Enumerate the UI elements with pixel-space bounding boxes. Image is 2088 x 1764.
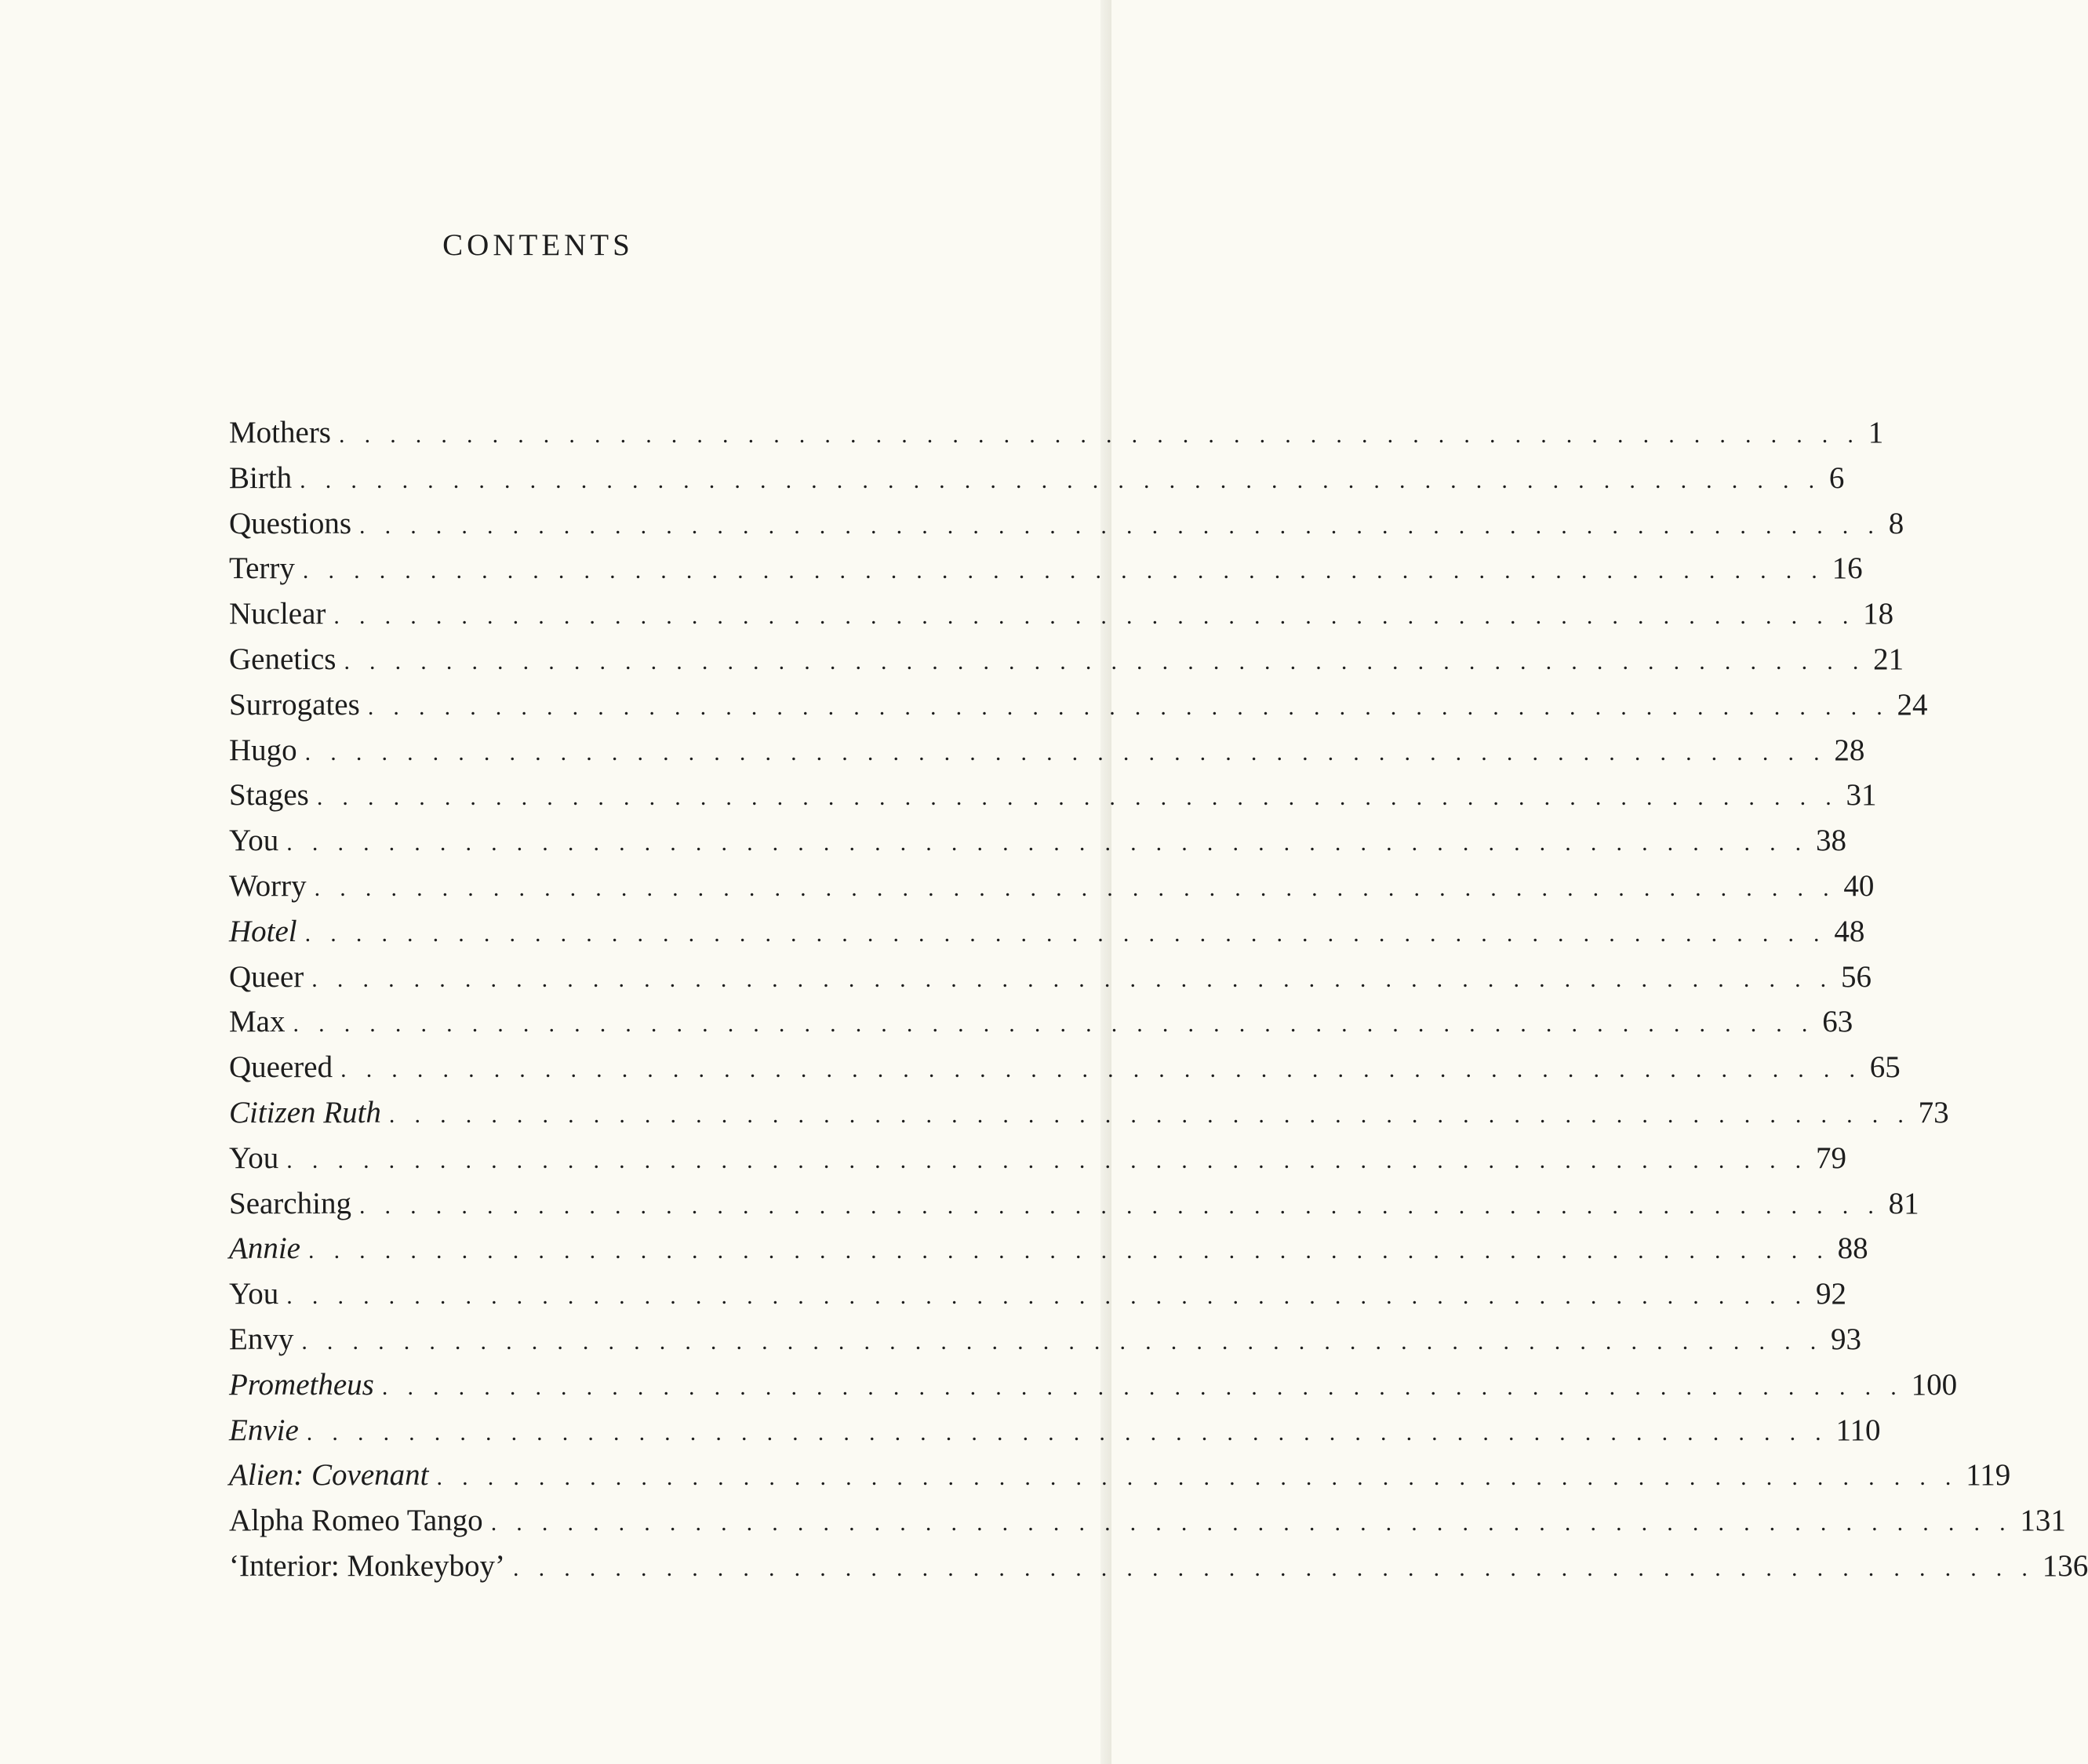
dot-leader: . . . . . . . . . . . . . . . . . . . . . . . . . . . . . . . . . . . . . . . . . . . . . . . . . . . . . . . . . . . .: [388, 1101, 1911, 1128]
toc-entry-page-number: 6: [1828, 460, 1845, 495]
toc-entry-page-number: 81: [1888, 1186, 1919, 1220]
toc-entry: [229, 728, 1865, 773]
toc-entry: [229, 1544, 2088, 1589]
toc-entry-page-number: 136: [2042, 1548, 2088, 1583]
toc-entry: [229, 909, 1865, 955]
dot-leader: . . . . . . . . . . . . . . . . . . . . . . . . . . . . . . . . . . . . . . . . . . . . . . . . . . . . . . . . . . . .: [311, 966, 1833, 992]
dot-leader: . . . . . . . . . . . . . . . . . . . . . . . . . . . . . . . . . . . . . . . . . . . . . . . . . . . . . . . . . . . .: [306, 1419, 1828, 1446]
toc-entry-page-number: 16: [1832, 551, 1863, 586]
toc-entry-title: Citizen Ruth: [229, 1095, 381, 1129]
dot-leader: . . . . . . . . . . . . . . . . . . . . . . . . . . . . . . . . . . . . . . . . . . . . . . . . . . . . . . . . . . . .: [316, 784, 1839, 811]
toc-entry: [229, 773, 1877, 818]
dot-leader: . . . . . . . . . . . . . . . . . . . . . . . . . . . . . . . . . . . . . . . . . . . . . . . . . . . . . . . . . . . .: [359, 512, 1881, 539]
toc-entry: [229, 1136, 1846, 1181]
toc-entry-title: Mothers: [229, 416, 331, 449]
toc-entry-page-number: 65: [1869, 1050, 1901, 1085]
dot-leader: . . . . . . . . . . . . . . . . . . . . . . . . . . . . . . . . . . . . . . . . . . . . . . . . . . . . . . . . . . . .: [286, 1147, 1808, 1173]
toc-entry-page-number: 38: [1815, 824, 1846, 858]
toc-entry-page-number: 88: [1837, 1231, 1868, 1266]
toc-entry: [229, 1317, 1862, 1362]
toc-entry-title: Nuclear: [229, 597, 326, 631]
dot-leader: . . . . . . . . . . . . . . . . . . . . . . . . . . . . . . . . . . . . . . . . . . . . . . . . . . . . . . . . . . . .: [286, 1283, 1808, 1310]
toc-entry-title: Genetics: [229, 642, 336, 676]
dot-leader: . . . . . . . . . . . . . . . . . . . . . . . . . . . . . . . . . . . . . . . . . . . . . . . . . . . . . . . . . . . .: [304, 920, 1827, 947]
toc-entry-page-number: 28: [1834, 733, 1865, 767]
toc-entry-title: Envy: [229, 1322, 294, 1356]
toc-entry-title: Searching: [229, 1186, 351, 1220]
toc-entry-title: You: [229, 1277, 279, 1311]
dot-leader: . . . . . . . . . . . . . . . . . . . . . . . . . . . . . . . . . . . . . . . . . . . . . . . . . . . . . . . . . . . .: [381, 1373, 1904, 1400]
toc-entry-page-number: 24: [1897, 687, 1928, 722]
toc-entry-page-number: 79: [1815, 1140, 1846, 1175]
dot-leader: . . . . . . . . . . . . . . . . . . . . . . . . . . . . . . . . . . . . . . . . . . . . . . . . . . . . . . . . . . . .: [333, 603, 1856, 630]
toc-entry-title: Queered: [229, 1050, 333, 1085]
toc-entry: [229, 1045, 1901, 1090]
dot-leader: . . . . . . . . . . . . . . . . . . . . . . . . . . . . . . . . . . . . . . . . . . . . . . . . . . . . . . . . . . . .: [302, 558, 1824, 584]
toc-entry-title: Birth: [229, 460, 293, 495]
toc-entry-title: Hotel: [229, 914, 297, 948]
toc-entry-page-number: 48: [1834, 914, 1865, 948]
toc-entry-title: Alpha Romeo Tango: [229, 1504, 483, 1538]
contents-heading: CONTENTS: [442, 228, 634, 262]
toc-entry-page-number: 100: [1911, 1367, 1958, 1402]
toc-entry-title: Stages: [229, 778, 309, 813]
dot-leader: . . . . . . . . . . . . . . . . . . . . . . . . . . . . . . . . . . . . . . . . . . . . . . . . . . . . . . . . . . . .: [513, 1555, 2035, 1581]
toc-entry: [229, 1181, 1919, 1227]
toc-entry: [229, 864, 1875, 909]
toc-entry: [229, 1362, 1958, 1408]
dot-leader: . . . . . . . . . . . . . . . . . . . . . . . . . . . . . . . . . . . . . . . . . . . . . . . . . . . . . . . . . . . .: [340, 1057, 1862, 1083]
toc-entry: [229, 501, 1904, 547]
toc-entry-title: Terry: [229, 551, 295, 586]
dot-leader: . . . . . . . . . . . . . . . . . . . . . . . . . . . . . . . . . . . . . . . . . . . . . . . . . . . . . . . . . . . .: [307, 1238, 1830, 1264]
toc-entry-page-number: 92: [1815, 1277, 1846, 1311]
toc-entry: [229, 456, 1845, 501]
toc-entry: [229, 410, 1884, 456]
toc-entry-page-number: 63: [1822, 1005, 1853, 1039]
toc-entry-title: Worry: [229, 868, 307, 903]
table-of-contents: [229, 410, 2088, 1589]
toc-entry-page-number: 21: [1873, 642, 1904, 676]
toc-entry: [229, 1226, 1868, 1271]
toc-entry: [229, 999, 1853, 1045]
toc-entry-title: Envie: [229, 1413, 299, 1447]
toc-entry-title: ‘Interior: Monkeyboy’: [229, 1548, 505, 1583]
toc-entry-page-number: 73: [1918, 1095, 1949, 1129]
toc-entry-title: Prometheus: [229, 1367, 374, 1402]
toc-entry: [229, 637, 1904, 682]
dot-leader: . . . . . . . . . . . . . . . . . . . . . . . . . . . . . . . . . . . . . . . . . . . . . . . . . . . . . . . . . . . .: [286, 830, 1808, 857]
dot-leader: . . . . . . . . . . . . . . . . . . . . . . . . . . . . . . . . . . . . . . . . . . . . . . . . . . . . . . . . . . . .: [304, 739, 1827, 766]
toc-entry-title: Alien: Covenant: [229, 1458, 429, 1493]
toc-entry: [229, 591, 1894, 637]
toc-entry-page-number: 1: [1868, 416, 1884, 449]
dot-leader: . . . . . . . . . . . . . . . . . . . . . . . . . . . . . . . . . . . . . . . . . . . . . . . . . . . . . . . . . . . .: [301, 1328, 1824, 1355]
toc-entry-title: Annie: [229, 1231, 300, 1266]
toc-entry: [229, 1271, 1846, 1317]
toc-entry-page-number: 110: [1835, 1413, 1881, 1447]
toc-entry: [229, 1408, 1881, 1453]
toc-entry-title: Max: [229, 1005, 286, 1039]
toc-entry-page-number: 131: [2020, 1504, 2066, 1538]
toc-entry-page-number: 8: [1888, 506, 1904, 540]
dot-leader: . . . . . . . . . . . . . . . . . . . . . . . . . . . . . . . . . . . . . . . . . . . . . . . . . . . . . . . . . . . .: [300, 467, 1821, 493]
toc-entry-title: You: [229, 824, 279, 858]
toc-entry: [229, 818, 1846, 864]
toc-entry: [229, 1498, 2066, 1544]
dot-leader: . . . . . . . . . . . . . . . . . . . . . . . . . . . . . . . . . . . . . . . . . . . . . . . . . . . . . . . . . . . .: [358, 1192, 1881, 1219]
toc-entry: [229, 1453, 2011, 1498]
toc-entry-page-number: 56: [1840, 959, 1872, 994]
toc-entry-page-number: 93: [1831, 1322, 1862, 1356]
dot-leader: . . . . . . . . . . . . . . . . . . . . . . . . . . . . . . . . . . . . . . . . . . . . . . . . . . . . . . . . . . . .: [367, 693, 1890, 720]
toc-entry-title: Questions: [229, 506, 351, 540]
dot-leader: . . . . . . . . . . . . . . . . . . . . . . . . . . . . . . . . . . . . . . . . . . . . . . . . . . . . . . . . . . . .: [344, 648, 1866, 675]
toc-entry: [229, 546, 1863, 591]
dot-leader: . . . . . . . . . . . . . . . . . . . . . . . . . . . . . . . . . . . . . . . . . . . . . . . . . . . . . . . . . . . .: [293, 1011, 1815, 1038]
toc-entry-title: Surrogates: [229, 687, 360, 722]
toc-entry: [229, 1090, 1949, 1136]
toc-entry: [229, 682, 1928, 728]
toc-entry-page-number: 18: [1863, 597, 1894, 631]
toc-entry-title: You: [229, 1140, 279, 1175]
toc-entry-title: Hugo: [229, 733, 297, 767]
toc-entry-page-number: 40: [1843, 868, 1875, 903]
toc-entry-page-number: 119: [1966, 1458, 2011, 1493]
dot-leader: . . . . . . . . . . . . . . . . . . . . . . . . . . . . . . . . . . . . . . . . . . . . . . . . . . . . . . . . . . . .: [490, 1510, 2013, 1537]
toc-entry-page-number: 31: [1846, 778, 1877, 813]
dot-leader: . . . . . . . . . . . . . . . . . . . . . . . . . . . . . . . . . . . . . . . . . . . . . . . . . . . . . . . . . . . .: [436, 1464, 1959, 1491]
toc-entry: [229, 955, 1872, 1000]
toc-entry-title: Queer: [229, 959, 304, 994]
dot-leader: . . . . . . . . . . . . . . . . . . . . . . . . . . . . . . . . . . . . . . . . . . . . . . . . . . . . . . . . . . . .: [339, 422, 1861, 448]
dot-leader: . . . . . . . . . . . . . . . . . . . . . . . . . . . . . . . . . . . . . . . . . . . . . . . . . . . . . . . . . . . .: [314, 875, 1836, 901]
